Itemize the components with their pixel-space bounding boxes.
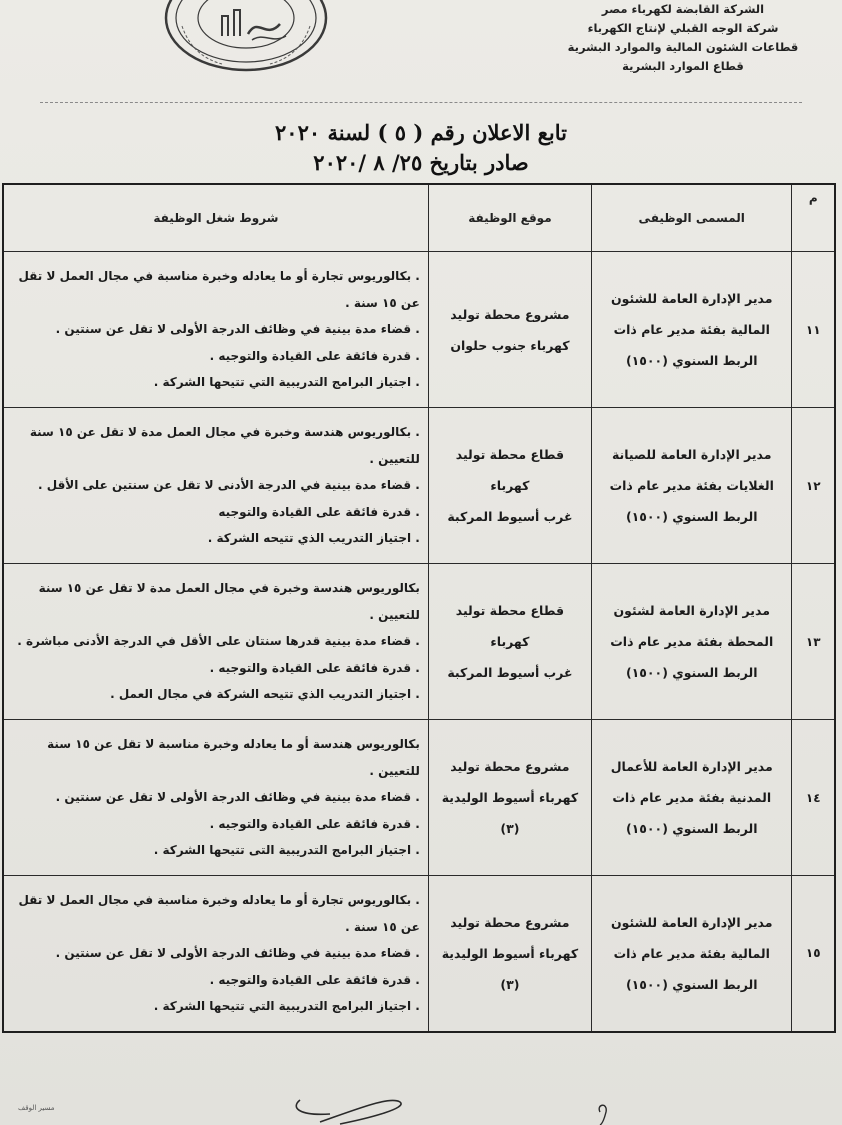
- header-job-conditions: شروط شغل الوظيفة: [3, 184, 428, 252]
- condition-line: . قدرة فائقة على القيادة والتوجيه: [218, 504, 420, 519]
- job-location-line: غرب أسيوط المركبة: [447, 665, 573, 680]
- job-conditions-cell: [3, 252, 428, 408]
- job-title-cell: [591, 876, 792, 1032]
- condition-line: . قدرة فائقة على القيادة والتوجيه .: [209, 348, 420, 363]
- condition-line: . قدرة فائقة على القيادة والتوجيه .: [209, 660, 420, 675]
- table-row: [3, 564, 835, 720]
- job-title-line: مدير الإدارة العامة للشئون: [610, 291, 773, 306]
- table-row: [3, 252, 835, 408]
- job-title-line: مدير الإدارة العامة للأعمال: [610, 759, 773, 774]
- job-title-line: الربط السنوي (١٥٠٠): [625, 976, 758, 992]
- footer-stamp-label: مسير الوقف: [18, 1104, 55, 1112]
- organization-header: [558, 0, 808, 76]
- row-number: ١٥: [792, 876, 835, 1032]
- job-title-line: الربط السنوي (١٥٠٠): [625, 665, 758, 680]
- row-number: ١٢: [792, 408, 835, 564]
- job-location-cell: [428, 564, 591, 720]
- job-title-cell: [591, 564, 792, 720]
- job-location-line: قطاع محطة توليد كهرباء: [455, 447, 565, 493]
- condition-line: . قدرة فائقة على القيادة والتوجيه .: [209, 972, 420, 987]
- job-title-line: مدير الإدارة العامة للصيانة: [611, 447, 772, 462]
- job-conditions-cell: [3, 876, 428, 1032]
- org-line-hr: قطاع الموارد البشرية: [622, 59, 744, 73]
- job-location-cell: [428, 408, 591, 564]
- job-location-cell: [428, 252, 591, 408]
- job-title-cell: [591, 252, 792, 408]
- header-divider: [40, 102, 802, 103]
- row-number: ١٣: [792, 564, 835, 720]
- condition-line: . اجتياز البرامج التدريبية التي تتيحها الشركة .: [153, 375, 420, 390]
- condition-line: . قدرة فائقة على القيادة والتوجيه .: [209, 816, 420, 831]
- job-title-line: المدنية بفئة مدير عام ذات: [612, 790, 772, 805]
- condition-line: . قضاء مدة بينية في الدرجة الأدنى لا تقل عن سنتين على الأقل .: [38, 478, 420, 493]
- job-title-cell: [591, 720, 792, 876]
- condition-line: عن ١٥ سنة .: [345, 919, 420, 934]
- job-title-cell: [591, 408, 792, 564]
- table-row: [3, 408, 835, 564]
- condition-line: . قضاء مدة بينية في وظائف الدرجة الأولى لا تقل عن سنتين .: [55, 790, 420, 805]
- handwritten-signature: [270, 1078, 670, 1125]
- job-vacancies-table: [2, 183, 836, 1033]
- condition-line: . بكالوريوس تجارة أو ما يعادله وخبرة مناسبة في مجال العمل لا تقل: [18, 269, 420, 284]
- condition-line: للتعيين .: [369, 451, 420, 466]
- condition-line: . قضاء مدة بينية في وظائف الدرجة الأولى لا تقل عن سنتين .: [55, 946, 420, 960]
- job-location-cell: [428, 720, 591, 876]
- org-line-sectors: قطاعات الشئون المالية والموارد البشرية: [567, 40, 799, 54]
- job-title-line: الربط السنوي (١٥٠٠): [625, 821, 758, 836]
- header-job-title: المسمى الوظيفى: [591, 184, 792, 252]
- condition-line: . اجتياز البرامج التدريبية التي تتيحها الشركة .: [153, 999, 420, 1013]
- condition-line: عن ١٥ سنة .: [345, 295, 420, 310]
- condition-line: بكالوريوس هندسة أو ما يعادله وخبرة مناسبة لا تقل عن ١٥ سنة: [47, 737, 420, 752]
- job-location-line: كهرباء أسيوط الوليدية: [441, 945, 579, 961]
- condition-line: . اجتياز البرامج التدريبية التى تتيحها الشركة .: [153, 843, 420, 858]
- condition-line: . بكالوريوس هندسة وخبرة في مجال العمل مدة لا تقل عن ١٥ سنة: [29, 425, 420, 440]
- announcement-date: صادر بتاريخ ٢٥/ ٨ /٢٠٢٠: [313, 150, 529, 175]
- job-title-line: الربط السنوي (١٥٠٠): [625, 509, 758, 524]
- job-title-line: المالية بفئة مدير عام ذات: [613, 322, 770, 337]
- company-seal: [162, 0, 330, 74]
- job-title-line: مدير الإدارة العامة للشئون: [610, 914, 773, 930]
- job-location-line: مشروع محطة توليد: [450, 759, 570, 774]
- announcement-title: [0, 118, 842, 178]
- org-line-holding: الشركة القابضة لكهرباء مصر: [601, 2, 765, 16]
- condition-line: للتعيين .: [369, 763, 420, 778]
- condition-line: . قضاء مدة بينية في وظائف الدرجة الأولى لا تقل عن سنتين .: [55, 322, 420, 337]
- header-job-location: موقع الوظيفة: [428, 184, 591, 252]
- condition-line: . بكالوريوس تجارة أو ما يعادله وخبرة مناسبة في مجال العمل لا تقل: [18, 893, 420, 907]
- job-location-line: كهرباء جنوب حلوان: [450, 337, 570, 353]
- job-location-line: قطاع محطة توليد كهرباء: [455, 603, 565, 649]
- header-number: م: [792, 184, 835, 252]
- announcement-number: تابع الاعلان رقم ( ٥ ) لسنة ٢٠٢٠: [275, 120, 567, 145]
- job-conditions-cell: [3, 720, 428, 876]
- condition-line: . اجتياز التدريب الذي تتيحه الشركة في مجال العمل .: [110, 687, 420, 702]
- job-title-line: مدير الإدارة العامة لشئون: [613, 603, 770, 618]
- job-title-line: المحطة بفئة مدير عام ذات: [610, 634, 774, 649]
- job-title-line: الغلايات بفئة مدير عام ذات: [609, 478, 774, 493]
- condition-line: بكالوريوس هندسة وخبرة في مجال العمل مدة لا تقل عن ١٥ سنة: [38, 581, 420, 596]
- job-location-line: غرب أسيوط المركبة: [447, 509, 573, 524]
- job-location-line: كهرباء أسيوط الوليدية: [441, 790, 579, 805]
- job-location-line: مشروع محطة توليد: [450, 914, 570, 930]
- job-location-cell: [428, 876, 591, 1032]
- condition-line: . اجتياز التدريب الذي تتيحه الشركة .: [207, 531, 420, 546]
- table-header-row: [3, 184, 835, 252]
- job-title-line: المالية بفئة مدير عام ذات: [613, 945, 770, 961]
- table-row: [3, 876, 835, 1032]
- job-conditions-cell: [3, 408, 428, 564]
- job-title-line: الربط السنوي (١٥٠٠): [625, 353, 758, 368]
- row-number: ١١: [792, 252, 835, 408]
- condition-line: للتعيين .: [369, 607, 420, 622]
- job-conditions-cell: [3, 564, 428, 720]
- job-location-line: (٣): [500, 976, 520, 992]
- job-location-line: (٣): [500, 821, 520, 836]
- table-row: [3, 720, 835, 876]
- org-line-company: شركة الوجه القبلي لإنتاج الكهرباء: [587, 21, 779, 35]
- job-location-line: مشروع محطة توليد: [450, 306, 570, 322]
- condition-line: . قضاء مدة بينية قدرها سنتان على الأقل في الدرجة الأدنى مباشرة .: [17, 634, 420, 649]
- row-number: ١٤: [792, 720, 835, 876]
